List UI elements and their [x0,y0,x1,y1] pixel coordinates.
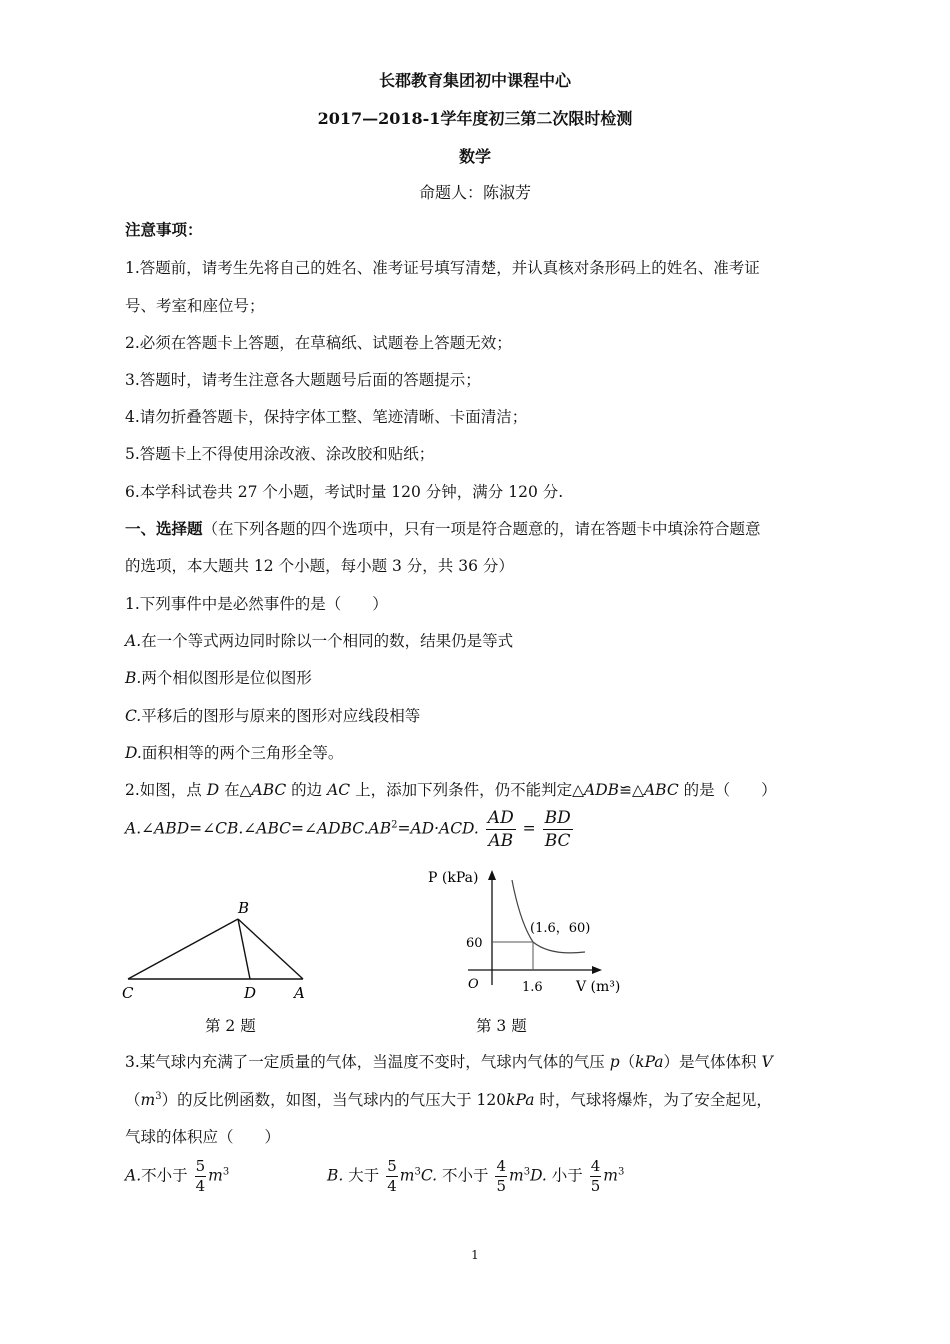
frac-num: AD [487,808,514,828]
figure-3-caption: 第 3 题 [476,1017,527,1035]
exam-title: 2017—2018-1学年度初三第二次限时检测 [317,109,633,128]
fraction-5-4 [386,1157,398,1196]
label-b: B [238,899,250,917]
y-axis-arrow [488,870,496,880]
frac-num: BD [544,808,571,828]
side-cb [128,919,238,979]
frac-den: 5 [590,1177,601,1195]
q2-text: ≌△ [619,781,644,799]
option-letter: B. [327,1166,344,1185]
q3-sup: 3 [155,1090,162,1102]
page-number: 1 [471,1248,479,1262]
frac-num: 5 [195,1157,206,1175]
frac-num: 4 [590,1157,601,1175]
q2-triangle: △ABC [239,781,287,799]
frac-num: 5 [387,1157,397,1175]
frac-num: 4 [496,1157,506,1175]
author: 命题人：陈淑芳 [418,183,531,202]
q3-text: ）是气体体积 [663,1053,762,1071]
option-text: 在一个等式两边同时除以一个相同的数，结果仍是等式 [141,632,514,650]
fraction-4-5 [590,1157,602,1196]
frac-den: 4 [387,1177,397,1195]
section-desc-2: 的选项，本大题共 12 个小题，每小题 3 分，共 36 分） [125,557,514,575]
frac-den: 4 [195,1177,206,1195]
q2-text: 的边 [286,781,328,799]
q3-line-2 [125,1088,772,1110]
origin-label: O [468,977,479,992]
fraction-4-5 [495,1157,507,1196]
q1-option-d [125,741,343,763]
x-axis-label: V (m³) [576,979,621,995]
option-text: 面积相等的两个三角形全等。 [141,744,344,762]
unit: m [603,1166,618,1185]
q3-option-a [125,1157,229,1196]
y-axis-label: P (kPa) [428,870,479,886]
option-text: 平移后的图形与原来的图形对应线段相等 [141,707,421,725]
frac-den: BC [544,831,571,851]
q3-var-p: p [609,1053,620,1071]
q2-options-text: A.∠ABD=∠CB.∠ABC=∠ADBC.AB [125,819,392,838]
q3-var-v: V [761,1053,773,1071]
q3-text: ）的反比例函数，如图，当气球内的气压大于 120 [161,1091,507,1109]
option-text: 两个相似图形是位似图形 [141,669,312,687]
q2-equals: = [522,819,536,838]
notice-item: 3.答题时，请考生注意各大题题号后面的答题提示； [125,371,481,389]
q2-options [125,807,575,852]
q2-text: 在 [219,781,240,799]
option-letter: D. [530,1166,547,1185]
q3-text: 3.某气球内充满了一定质量的气体，当温度不变时，气球内气体的气压 [125,1053,610,1071]
notice-item: 4.请勿折叠答题卡，保持字体工整、笔迹清晰、卡面清洁； [125,408,528,426]
school-title: 长郡教育集团初中课程中心 [378,71,571,90]
q1-option-a [125,629,513,651]
notice-item: 5.答题卡上不得使用涂改液、涂改胶和贴纸； [125,445,435,463]
notice-item: 6.本学科试卷共 27 个小题，考试时量 120 分钟，满分 120 分. [125,483,564,501]
section-title: 一、选择题 [125,519,203,538]
q3-line-3: 气球的体积应（ ） [125,1128,281,1146]
unit-sup: 3 [222,1166,230,1178]
unit-sup: 3 [414,1166,421,1178]
label-a: A [294,984,305,1002]
section-heading [125,517,761,539]
q2-text: 上，添加下列条件，仍不能判定 [350,781,573,799]
unit: m [399,1166,415,1185]
fraction-5-4 [195,1157,207,1196]
q2-stem [125,778,777,800]
q2-fraction-ad-ab [486,807,516,852]
unit-sup: 3 [523,1166,531,1178]
q2-triangle-abc: ABC [643,781,679,799]
x-axis-arrow [592,966,602,974]
q2-fraction-bd-bc [543,807,573,852]
option-letter: A. [125,632,142,650]
q2-side: AC [327,781,351,799]
q2-sup: 2 [391,819,398,831]
option-letter: C. [420,1166,438,1185]
q3-unit: kPa [635,1053,664,1071]
q3-unit: kPa [506,1091,535,1109]
q2-triangle-adb: △ADB [572,781,620,799]
figure-3-graph [420,860,630,1000]
x-tick-label: 1.6 [522,980,543,995]
figure-2-caption: 第 2 题 [205,1017,256,1035]
notice-item: 2.必须在答题卡上答题，在草稿纸、试题卷上答题无效； [125,334,512,352]
q1-option-c [125,704,420,726]
subject-title: 数学 [458,147,491,166]
section-desc: （在下列各题的四个选项中，只有一项是符合题意的，请在答题卡中填涂符合题意 [202,520,761,538]
q3-options-bcd [327,1157,624,1196]
option-text: 不小于 [437,1166,489,1185]
notice-item: 号、考室和座位号； [125,297,265,315]
point-label: (1.6，60) [530,921,591,936]
label-d: D [244,984,257,1002]
q1-option-b [125,666,312,688]
frac-den: AB [488,831,514,851]
frac-den: 5 [496,1177,506,1195]
notice-item: 1.答题前，请考生先将自己的姓名、准考证号填写清楚，并认真核对条形码上的姓名、准考证 [125,259,760,277]
option-text: 小于 [546,1166,583,1185]
option-letter: C. [125,707,142,725]
figure-2-triangle [110,895,330,1010]
label-c: C [122,984,134,1002]
q1-stem: 1.下列事件中是必然事件的是（ ） [125,595,388,613]
option-letter: A. [125,1166,142,1185]
q3-unit-m: m [140,1091,156,1109]
q2-text: 的是（ ） [678,781,777,799]
unit: m [208,1166,223,1185]
option-text: 大于 [343,1166,380,1185]
y-tick-label: 60 [466,936,483,951]
q3-text: （ [619,1053,636,1071]
option-text: 不小于 [141,1166,188,1185]
unit: m [508,1166,524,1185]
q3-text: （ [125,1091,141,1109]
unit-sup: 3 [618,1166,625,1178]
q2-point-d: D [206,781,220,799]
option-letter: B. [125,669,142,687]
option-letter: D. [125,744,142,762]
q3-line-1 [125,1050,773,1072]
q2-text: 2.如图，点 [125,781,207,799]
notice-title: 注意事项： [125,220,203,239]
q2-options-text-2: =AD·ACD. [397,819,479,838]
q3-text: 时，气球将爆炸，为了安全起见， [534,1091,772,1109]
